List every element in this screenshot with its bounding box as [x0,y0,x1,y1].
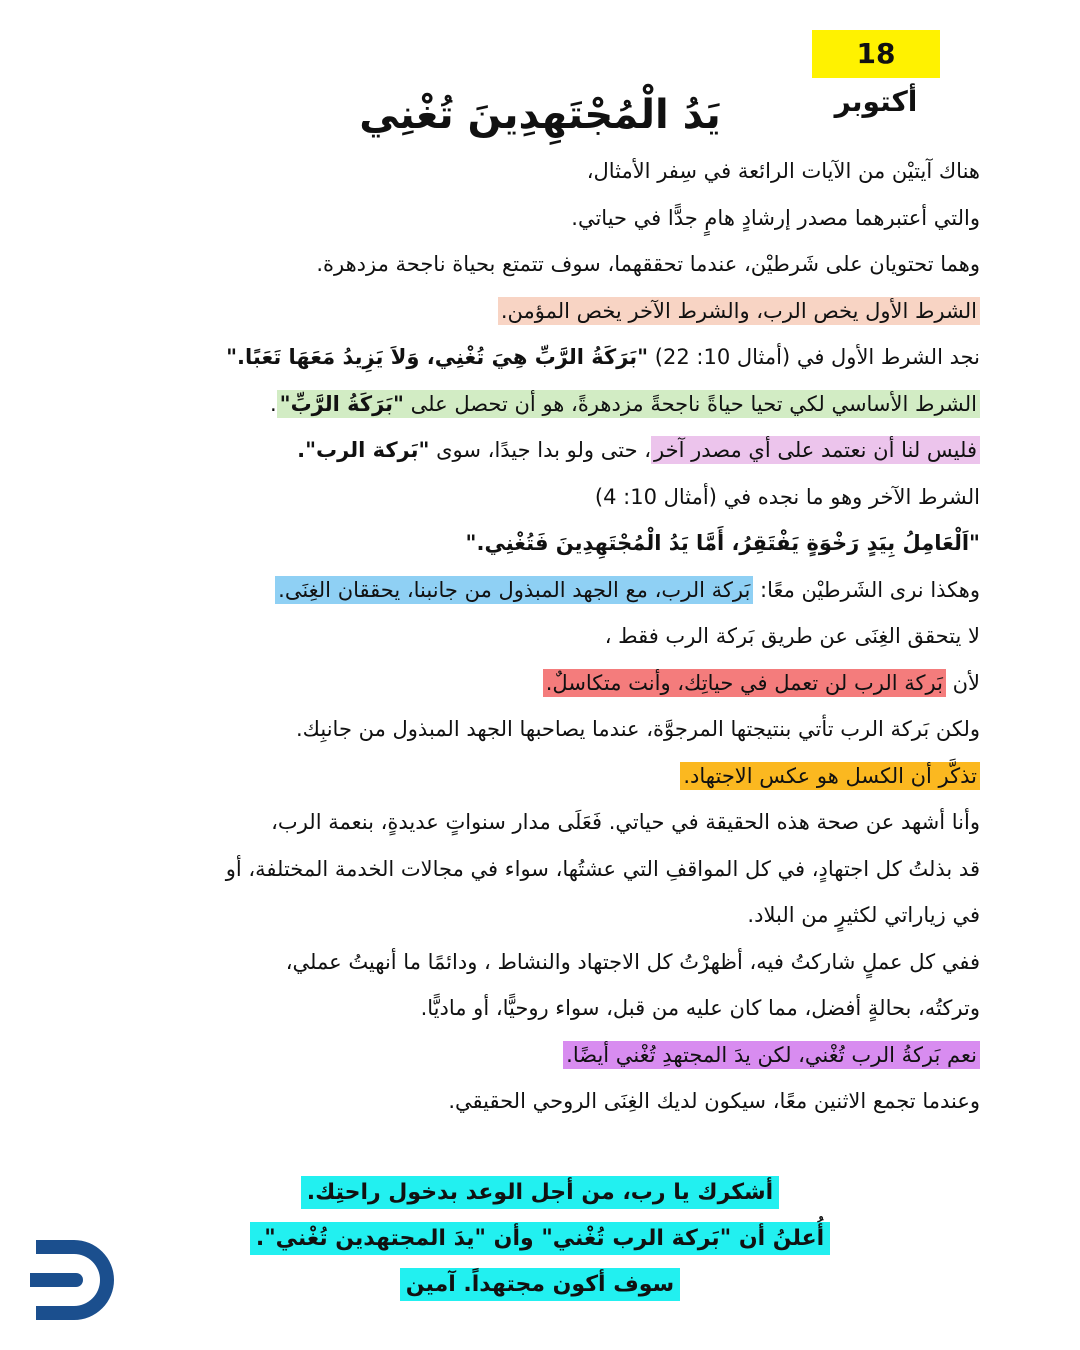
paragraph-line-7 [90,427,980,474]
paragraph-line-8: الشرط الآخر وهو ما نجده في (أمثال 10: 4) [594,484,980,509]
paragraph-line-2: والتي أعتبرهما مصدر إرشادٍ هامٍ جدًّا في حياتي. [571,205,980,230]
paragraph-line-18: ففي كل عملٍ شاركتُ فيه، أظهرْتُ كل الاجتهاد والنشاط ، ودائمًا ما أنهيتُ عملي، [285,949,980,974]
paragraph-line-11: لا يتحقق الغِنَى عن طريق بَركة الرب فقط ، [604,624,980,648]
prayer-highlight: أُعلنُ أن "بَركة الرب تُغْني" وأن "يدَ المجتهدين تُغْني". [250,1222,830,1255]
verse-quote: "بَرَكَةُ الرَّبِّ هِيَ تُغْنِي، وَلاَ يَزِيدُ مَعَهَا تَعَبًا." [226,345,649,369]
paragraph-line-3: وهما تحتويان على شَرطيْن، عندما تحققهما، سوف تتمتع بحياة ناجحة مزدهرة. [316,252,980,276]
paragraph-line-10 [90,567,980,614]
date-badge [812,30,940,118]
prayer-highlight: أشكرك يا رب، من أجل الوعد بدخول راحتِك. [301,1176,779,1209]
highlight-orange: تذكَّر أن الكسل هو عكس الاجتهاد. [680,762,980,790]
prayer-line-2 [0,1216,1080,1262]
text-segment: الشرط الأساسي لكي تحيا حياةً ناجحةً مزدهرةً، هو أن تحصل على [403,391,977,416]
text-segment: ، حتى ولو بدا جيدًا، سوى [429,438,652,462]
paragraph-line-5 [90,334,980,381]
paragraph-line-4 [90,288,980,335]
paragraph-line-14 [90,753,980,800]
paragraph-line-15: وأنا أشهد عن صحة هذه الحقيقة في حياتي. فَعَلَى مدار سنواتٍ عديدةٍ، بنعمة الرب، [271,810,980,834]
prayer-line-1 [0,1170,1080,1216]
paragraph-line-16: قد بذلتُ كل اجتهادٍ، في كل المواقفِ التي عشتُها، سواء في مجالات الخدمة المختلفة، أو [225,856,980,881]
highlight-blue: بَركة الرب، مع الجهد المبذول من جانبنا، يحققان الغِنَى. [275,576,753,604]
page-title: يَدُ الْمُجْتَهِدِينَ تُغْنِي [359,92,721,138]
paragraph-line-6 [90,381,980,428]
highlight-red: بَركة الرب لن تعمل في حياتِك، وأنت متكاسلٌ. [543,669,946,697]
prayer-section [0,1170,1080,1308]
publisher-logo-icon [30,1234,116,1326]
text-segment: وهكذا نرى الشَرطيْن معًا: [753,577,980,602]
highlight-purple: نعم بَركةُ الرب تُغْني، لكن يدَ المجتهدِ تُغْني أيضًا. [563,1041,980,1069]
paragraph-line-12 [90,660,980,707]
paragraph-line-1: هناك آيتيْن من الآيات الرائعة في سِفر الأمثال، [586,159,980,183]
paragraph-line-17: في زياراتي لكثيرٍ من البلاد. [747,903,980,927]
prayer-line-3 [0,1262,1080,1308]
date-text: 18 أكتوبر [834,37,918,118]
text-segment: نجد الشرط الأول في (أمثال 10: 22) [648,345,980,369]
verse-quote: "بَرَكَةُ الرَّبِّ" [279,391,404,416]
text-segment: . [269,391,277,416]
devotional-body [90,148,980,1125]
paragraph-line-21: وعندما تجمع الاثنين معًا، سيكون لديك الغِنَى الروحي الحقيقي. [448,1089,980,1113]
highlight-peach: الشرط الأول يخص الرب، والشرط الآخر يخص المؤمن. [498,297,980,325]
verse-quote: "بَركة الرب". [297,438,430,462]
paragraph-line-20 [90,1032,980,1079]
prayer-highlight: سوف أكون مجتهداً. آمين [400,1268,680,1301]
verse-quote-line: "اَلْعَامِلُ بِيَدٍ رَخْوَةٍ يَفْتَقِرُ، أَمَّا يَدُ الْمُجْتَهِدِينَ فَتُغْنِي." [465,531,980,555]
paragraph-line-13: ولكن بَركة الرب تأتي بنتيجتها المرجوَّة، عندما يصاحبها الجهد المبذول من جانبِك. [296,717,980,741]
paragraph-line-19: وتركتُه، بحالةٍ أفضل، مما كان عليه من قبل، سواء روحيًّا، أو ماديًّا. [420,996,980,1020]
highlight-lavender: فليس لنا أن نعتمد على أي مصدر آخر [651,436,980,464]
highlight-green [277,390,980,418]
text-segment: لأن [945,670,980,695]
